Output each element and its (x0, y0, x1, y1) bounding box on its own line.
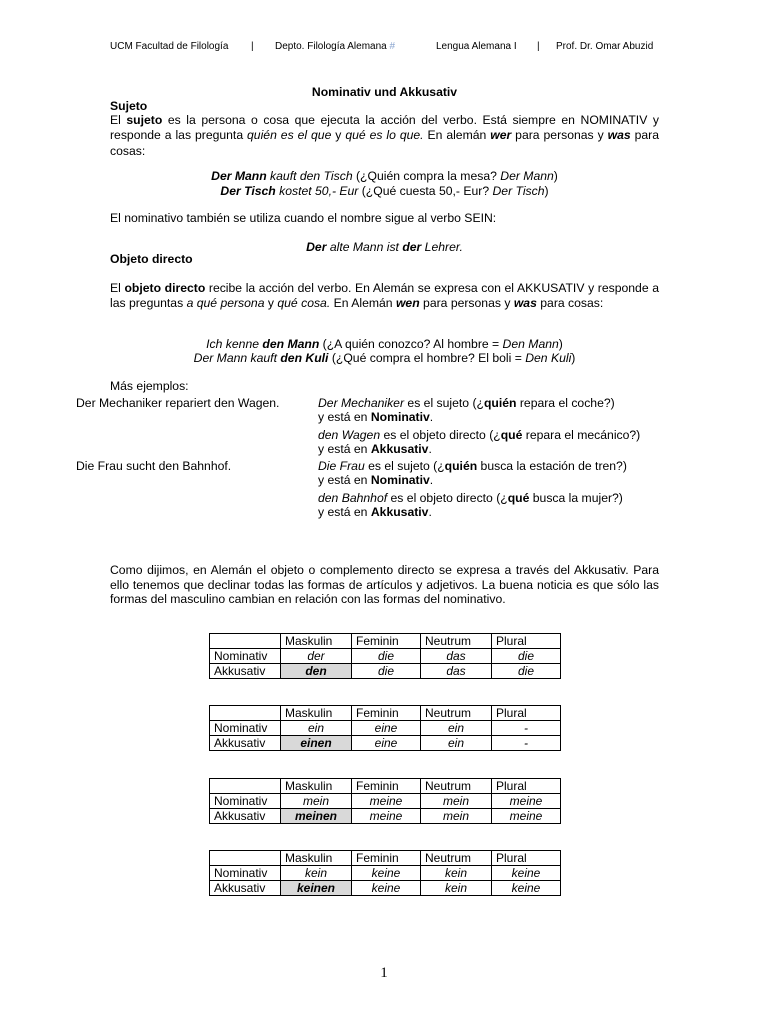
objeto-example-1: Ich kenne den Mann (¿A quién conozco? Al hombre = Den Mann) (206, 337, 563, 351)
highlighted-cell: meinen (281, 809, 352, 824)
table-cell: keine (352, 866, 421, 881)
declension-table-possessive (209, 778, 561, 824)
table-cell: Neutrum (421, 706, 492, 721)
table-cell: keine (492, 881, 561, 896)
table-cell: meine (352, 794, 421, 809)
declension-table-negative (209, 850, 561, 896)
table-cell: keine (492, 866, 561, 881)
table-header-row (210, 851, 561, 866)
example-2-line-2: y está en Nominativ. (318, 473, 434, 487)
header-professor: Prof. Dr. Omar Abuzid (556, 41, 654, 52)
table-cell: Plural (492, 851, 561, 866)
example-1-line-4: y está en Akkusativ. (318, 442, 432, 456)
section-heading-objeto: Objeto directo (110, 252, 193, 266)
table-cell: mein (421, 794, 492, 809)
highlighted-cell: keinen (281, 881, 352, 896)
sujeto-paragraph: El sujeto es la persona o cosa que ejecuta la acción del verbo. Está siempre en NOMINATIV y responde a las pregunta quién es el que y qué es lo que. En alemán wer para personas y was para cosas: (110, 113, 659, 158)
table-cell (210, 851, 281, 866)
table-cell: die (352, 649, 421, 664)
table-cell: meine (492, 794, 561, 809)
table-cell: Plural (492, 706, 561, 721)
table-header-row (210, 779, 561, 794)
hash-icon: # (389, 41, 396, 52)
table-row (210, 866, 561, 881)
table-cell: die (352, 664, 421, 679)
table-row (210, 649, 561, 664)
table-cell: kein (281, 866, 352, 881)
example-2-line-4: y está en Akkusativ. (318, 505, 432, 519)
table-header-row (210, 634, 561, 649)
table-cell: das (421, 664, 492, 679)
table-cell: eine (352, 736, 421, 751)
page-title: Nominativ und Akkusativ (311, 85, 458, 99)
table-cell: kein (421, 866, 492, 881)
example-2-line-3: den Bahnhof es el objeto directo (¿qué busca la mujer?) (318, 491, 623, 505)
table-cell: Feminin (352, 634, 421, 649)
table-cell (210, 779, 281, 794)
example-1-line-1: Der Mechaniker es el sujeto (¿quién repara el coche?) (318, 396, 615, 410)
table-cell: ein (421, 736, 492, 751)
table-cell: Nominativ (210, 866, 281, 881)
table-cell: Nominativ (210, 721, 281, 736)
page-number: 1 (380, 965, 388, 981)
table-cell: kein (421, 881, 492, 896)
example-sentence-2: Die Frau sucht den Bahnhof. (76, 459, 232, 473)
header-faculty: UCM Facultad de Filología (110, 41, 229, 52)
table-cell: Nominativ (210, 794, 281, 809)
declension-table-indefinite (209, 705, 561, 751)
header-separator: | (251, 41, 254, 52)
table-cell: meine (352, 809, 421, 824)
table-cell: eine (352, 721, 421, 736)
example-1-line-2: y está en Nominativ. (318, 410, 434, 424)
table-cell: Akkusativ (210, 881, 281, 896)
table-cell: ein (421, 721, 492, 736)
table-cell: das (421, 649, 492, 664)
closing-paragraph: Como dijimos, en Alemán el objeto o complemento directo se expresa a través del Akkusativ. Para ello tenemos que declinar todas las formas de artículos y adjetivos. La buena noticia es que sólo las formas del masculino cambian en relación con las formas del nominativo. (110, 563, 659, 606)
table-row (210, 736, 561, 751)
table-cell: Plural (492, 634, 561, 649)
table-cell: Feminin (352, 779, 421, 794)
table-cell: die (492, 649, 561, 664)
header-separator: | (537, 41, 540, 52)
table-row (210, 794, 561, 809)
table-cell: mein (281, 794, 352, 809)
table-cell: ein (281, 721, 352, 736)
table-cell: Neutrum (421, 851, 492, 866)
table-cell: die (492, 664, 561, 679)
table-cell: Maskulin (281, 779, 352, 794)
table-cell: Maskulin (281, 634, 352, 649)
highlighted-cell: den (281, 664, 352, 679)
table-cell: Akkusativ (210, 664, 281, 679)
example-sentence-1: Der Mechaniker repariert den Wagen. (76, 396, 280, 410)
section-heading-sujeto: Sujeto (110, 99, 148, 113)
table-row (210, 881, 561, 896)
table-row (210, 664, 561, 679)
highlighted-cell: einen (281, 736, 352, 751)
objeto-example-2: Der Mann kauft den Kuli (¿Qué compra el hombre? El boli = Den Kuli) (193, 351, 576, 365)
sujeto-example-2: Der Tisch kostet 50,- Eur (¿Qué cuesta 50,- Eur? Der Tisch) (220, 184, 549, 198)
table-cell: - (492, 721, 561, 736)
table-cell: Akkusativ (210, 736, 281, 751)
table-cell: Nominativ (210, 649, 281, 664)
objeto-paragraph: El objeto directo recibe la acción del verbo. En Alemán se expresa con el AKKUSATIV y responde a las preguntas a qué persona y qué cosa. En Alemán wen para personas y was para cosas: (110, 281, 659, 311)
table-cell: der (281, 649, 352, 664)
header-department: Depto. Filología Alemana # (275, 41, 396, 52)
declension-table-definite (209, 633, 561, 679)
table-cell: Akkusativ (210, 809, 281, 824)
table-cell: keine (352, 881, 421, 896)
table-cell (210, 634, 281, 649)
example-2-line-1: Die Frau es el sujeto (¿quién busca la estación de tren?) (318, 459, 627, 473)
table-cell: Feminin (352, 706, 421, 721)
sein-example: Der alte Mann ist der Lehrer. (306, 240, 463, 254)
table-row (210, 721, 561, 736)
table-header-row (210, 706, 561, 721)
section-heading-mas-ejemplos: Más ejemplos: (110, 379, 189, 393)
table-cell: - (492, 736, 561, 751)
table-cell: Neutrum (421, 779, 492, 794)
table-cell: Feminin (352, 851, 421, 866)
example-1-line-3: den Wagen es el objeto directo (¿qué repara el mecánico?) (318, 428, 641, 442)
table-cell: meine (492, 809, 561, 824)
table-cell: Plural (492, 779, 561, 794)
table-row (210, 809, 561, 824)
sujeto-example-1: Der Mann kauft den Tisch (¿Quién compra la mesa? Der Mann) (211, 169, 558, 183)
table-cell: Maskulin (281, 706, 352, 721)
sein-explanation: El nominativo también se utiliza cuando el nombre sigue al verbo SEIN: (110, 211, 497, 225)
table-cell (210, 706, 281, 721)
header-course: Lengua Alemana I (436, 41, 517, 52)
table-cell: Neutrum (421, 634, 492, 649)
table-cell: mein (421, 809, 492, 824)
table-cell: Maskulin (281, 851, 352, 866)
